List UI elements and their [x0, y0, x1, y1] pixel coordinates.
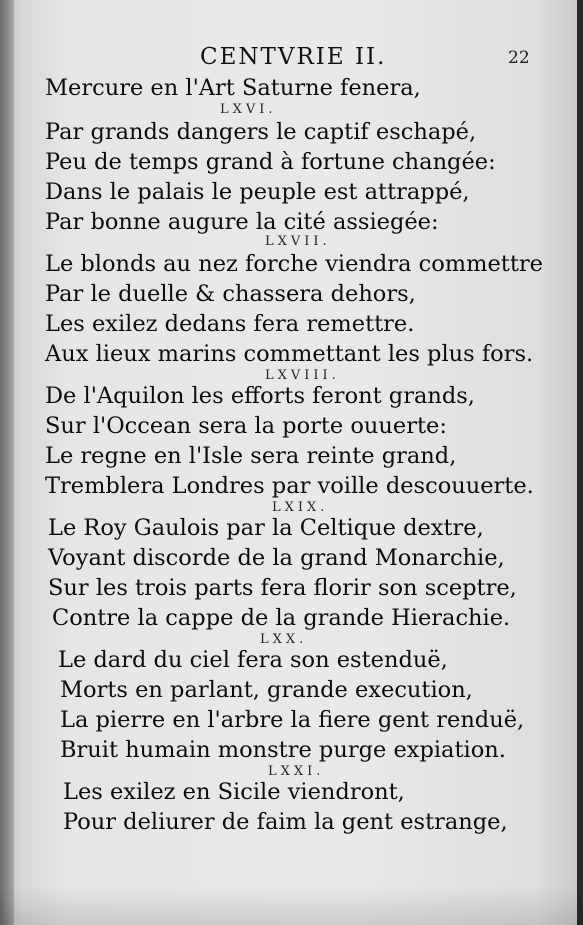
verse-line: Tremblera Londres par voille descouuerte. [45, 473, 534, 499]
verse-line: Morts en parlant, grande execution, [60, 677, 473, 703]
verse-line: Le regne en l'Isle sera reinte grand, [45, 443, 457, 469]
verse-line: Bruit humain monstre purge expiation. [60, 737, 506, 763]
verse-line: Dans le palais le peuple est attrappé, [45, 179, 470, 205]
verse-line: Le Roy Gaulois par la Celtique dextre, [48, 515, 484, 541]
page-edge [577, 0, 583, 925]
verse-line: Sur les trois parts fera florir son sceptre, [48, 575, 517, 601]
verse-line: Les exilez en Sicile viendront, [63, 779, 405, 805]
verse-line: Par bonne augure la cité assiegée: [45, 209, 439, 235]
running-title: CENTVRIE II. [200, 44, 387, 70]
verse-line: Sur l'Occean sera la porte ouuerte: [45, 413, 447, 439]
quatrain-number: LXXI. [268, 764, 325, 779]
verse-line: Peu de temps grand à fortune changée: [45, 149, 496, 175]
quatrain-number: LXVII. [265, 234, 331, 249]
verse-line: De l'Aquilon les efforts feront grands, [45, 383, 475, 409]
quatrain-number: LXVIII. [265, 368, 340, 383]
verse-line: Le dard du ciel fera son estenduë, [58, 647, 448, 673]
verse-line: Contre la cappe de la grande Hierachie. [52, 605, 511, 631]
verse-line: Aux lieux marins commettant les plus fors. [45, 341, 534, 367]
verse-line: Pour deliurer de faim la gent estrange, [63, 809, 508, 835]
verse-line: Par grands dangers le captif eschapé, [45, 119, 477, 145]
quatrain-number: LXVI. [220, 102, 277, 117]
verse-line: La pierre en l'arbre la fiere gent renduë, [60, 707, 525, 733]
page-header [0, 30, 583, 70]
quatrain-number: LXIX. [272, 500, 329, 515]
verse-line: Par le duelle & chassera dehors, [45, 281, 416, 307]
quatrain-number: LXX. [260, 632, 308, 647]
verse-line: Voyant discorde de la grand Monarchie, [48, 545, 505, 571]
page-bottom-shading [0, 885, 583, 925]
verse-line: Le blonds au nez forche viendra commettre [45, 251, 543, 277]
verse-line: Mercure en l'Art Saturne fenera, [45, 75, 421, 101]
verse-line: Les exilez dedans fera remettre. [45, 311, 415, 337]
page-number: 22 [508, 48, 530, 68]
page-gutter-shadow [0, 0, 14, 925]
